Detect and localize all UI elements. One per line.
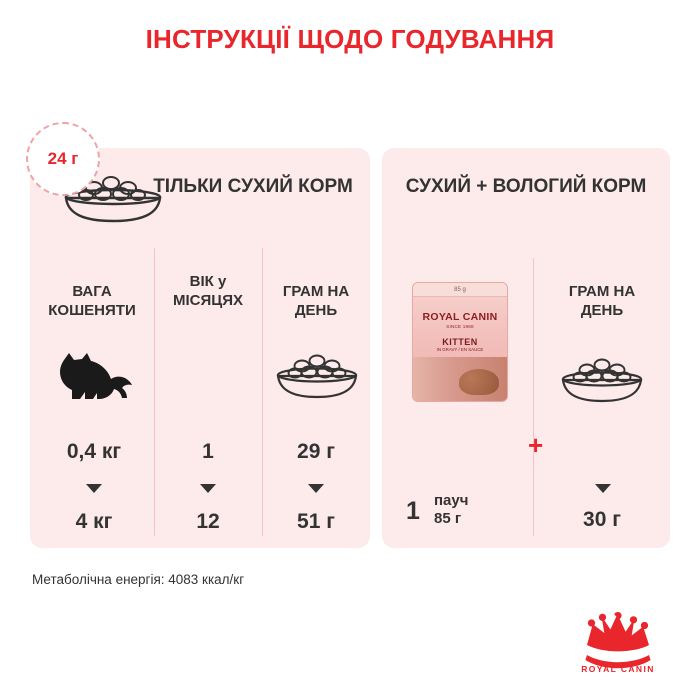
column-divider <box>262 248 263 536</box>
food-bowl-icon <box>272 348 362 400</box>
column-header-age: ВІК у МІСЯЦЯХ <box>172 273 244 309</box>
pouch-weight-label: 85 g <box>413 283 507 297</box>
daily-ration-badge <box>26 122 100 196</box>
metabolic-energy-text: Метаболічна енергія: 4083 ккал/кг <box>32 572 245 587</box>
daily-ration-badge-label: 24 г <box>47 149 79 168</box>
weight-value-min: 0,4 кг <box>66 440 122 463</box>
range-arrow-icon <box>200 484 216 493</box>
pouch-product-name: KITTEN <box>442 337 478 347</box>
grams-value-max: 51 г <box>297 510 335 533</box>
grams-value-min: 29 г <box>297 440 335 463</box>
weight-value-max: 4 кг <box>75 510 113 533</box>
age-value-max: 12 <box>196 510 220 533</box>
pouch-brand-sub: SINCE 1968 <box>446 324 474 329</box>
kitten-icon <box>52 352 136 402</box>
column-divider <box>154 248 155 536</box>
column-header-weight: ВАГА КОШЕНЯТИ <box>48 283 136 319</box>
pouch-count-value: 1 <box>406 497 420 525</box>
mixed-grams-value: 30 г <box>583 508 621 531</box>
range-arrow-icon <box>86 484 102 493</box>
page-title: ІНСТРУКЦІЇ ЩОДО ГОДУВАННЯ <box>145 24 555 54</box>
range-arrow-icon <box>595 484 611 493</box>
food-bowl-icon <box>557 352 647 404</box>
pouch-brand-label: ROYAL CANIN <box>422 311 498 323</box>
column-divider <box>533 258 534 536</box>
pouch-product-sub: IN GRAVY / EN SAUCE <box>436 347 484 352</box>
pouch-photo <box>413 357 507 401</box>
pouch-grams-label: 85 г <box>434 510 462 527</box>
column-header-grams-mixed: ГРАМ НА ДЕНЬ <box>568 283 636 319</box>
royal-canin-wordmark: ROYAL CANIN <box>581 664 655 674</box>
plus-sign: + <box>528 430 544 460</box>
pouch-food-image <box>459 369 499 395</box>
pouch-unit-label: пауч <box>434 492 469 509</box>
age-value-min: 1 <box>202 440 214 463</box>
column-header-grams: ГРАМ НА ДЕНЬ <box>282 283 350 319</box>
mixed-feeding-heading: СУХИЙ + ВОЛОГИЙ КОРМ <box>405 176 647 197</box>
range-arrow-icon <box>308 484 324 493</box>
wet-food-pouch-image <box>412 282 508 402</box>
dry-food-heading: ТІЛЬКИ СУХИЙ КОРМ <box>153 176 353 197</box>
